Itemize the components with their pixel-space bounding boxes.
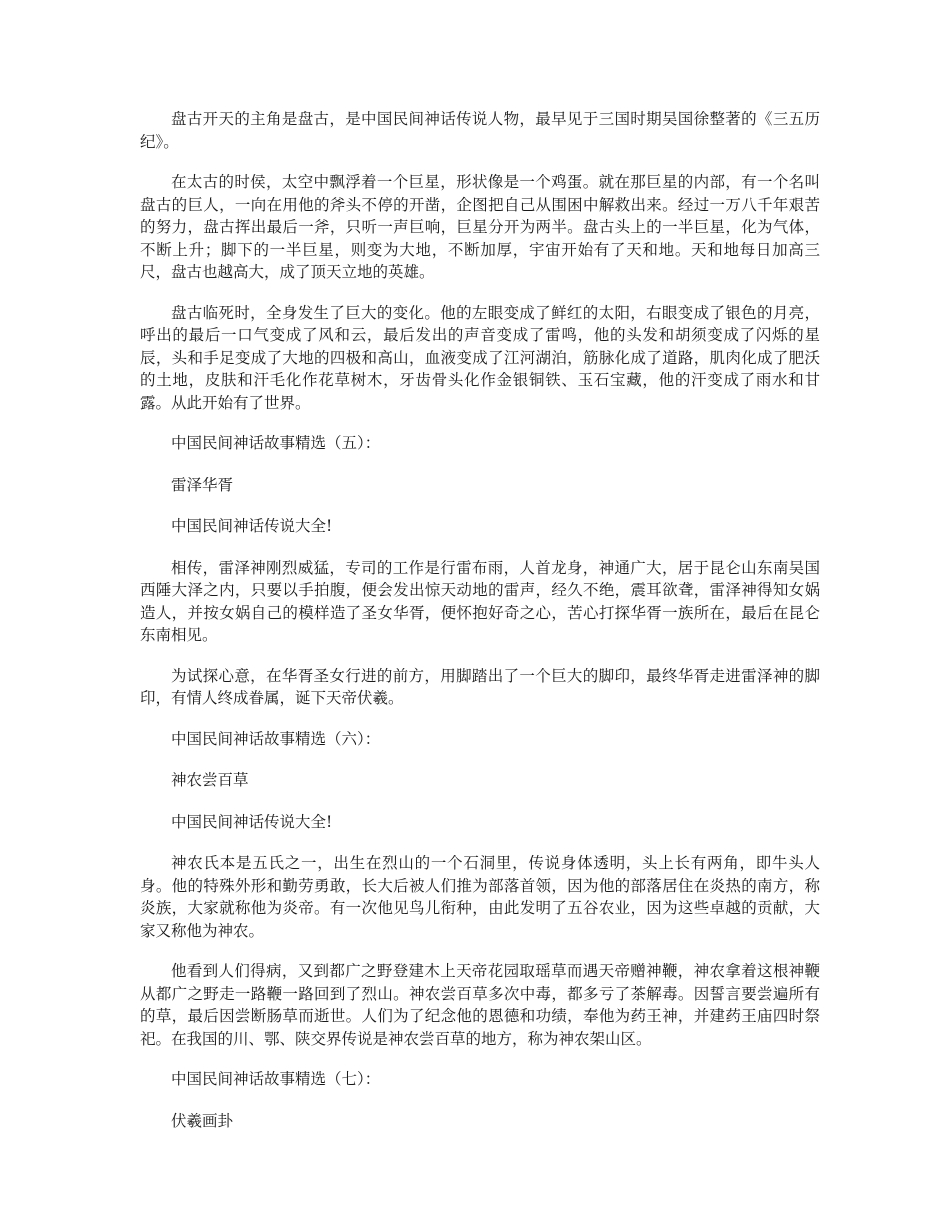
story-title-fuxi: 伏羲画卦 [171,1111,234,1130]
document-body [140,108,820,1151]
subtitle-myth-collection: 中国民间神话传说大全! [171,517,333,535]
paragraph-huaxu-footprint: 为试探心意，在华胥圣女行进的前方，用脚踏出了一个巨大的脚印，最终华胥走进雷泽神的脚印，有情人终成眷属，诞下天帝伏羲。 [140,666,820,707]
paragraph-pangu-creation: 在太古的时侯，太空中飘浮着一个巨星，形状像是一个鸡蛋。就在那巨星的内部，有一个名叫盘古的巨人，一向在用他的斧头不停的开凿，企图把自己从围困中解救出来。经过一万八千年艰苦的努力，盘古挥出最后一斧，只听一声巨响，巨星分开为两半。盘古头上的一半巨星，化为气体，不断上升；脚下的一半巨星，则变为大地，不断加厚，宇宙开始有了天和地。天和地每日加高三尺，盘古也越高大，成了顶天立地的英雄。 [140,173,820,281]
story-title-shennong: 神农尝百草 [171,771,249,789]
story-title-leize-huaxu: 雷泽华胥 [171,475,234,494]
section-heading-seven: 中国民间神话故事精选（七）： [171,1070,381,1088]
section-heading-five: 中国民间神话故事精选（五）： [171,434,381,452]
paragraph-leize-god: 相传，雷泽神刚烈威猛，专司的工作是行雷布雨，人首龙身，神通广大，居于昆仑山东南吴国西陲大泽之内，只要以手拍腹，便会发出惊天动地的雷声，经久不绝，震耳欲聋，雷泽神得知女娲造人，并按女娲自己的模样造了圣女华胥，便怀抱好奇之心，苦心打探华胥一族所在，最后在昆仑东南相见。 [140,558,820,644]
paragraph-pangu-death: 盘古临死时，全身发生了巨大的变化。他的左眼变成了鲜红的太阳，右眼变成了银色的月亮，呼出的最后一口气变成了风和云，最后发出的声音变成了雷鸣，他的头发和胡须变成了闪烁的星辰，头和手足变成了大地的四极和高山，血液变成了江河湖泊，筋脉化成了道路，肌肉化成了肥沃的土地，皮肤和汗毛化作花草树木，牙齿骨头化作金银铜铁、玉石宝藏，他的汗变成了雨水和甘露。从此开始有了世界。 [140,303,820,412]
paragraph-shennong-origin: 神农氏本是五氏之一，出生在烈山的一个石洞里，传说身体透明，头上长有两角，即牛头人身。他的特殊外形和勤劳勇敢，长大后被人们推为部落首领，因为他的部落居住在炎热的南方，称炎族，大家就称他为炎帝。有一次他见鸟儿衔种，由此发明了五谷农业，因为这些卓越的贡献，大家又称他为神农。 [140,854,820,940]
paragraph-shennong-herbs: 他看到人们得病，又到都广之野登建木上天帝花园取瑶草而遇天帝赠神鞭，神农拿着这根神鞭从都广之野走一路鞭一路回到了烈山。神农尝百草多次中毒，都多亏了茶解毒。因誓言要尝遍所有的草，最后因尝断肠草而逝世。人们为了纪念他的恩德和功绩，奉他为药王神，并建药王庙四时祭祀。在我国的川、鄂、陕交界传说是神农尝百草的地方，称为神农架山区。 [140,962,820,1048]
section-heading-six: 中国民间神话故事精选（六）： [171,729,381,748]
subtitle-myth-collection: 中国民间神话传说大全! [171,812,333,831]
paragraph-intro: 盘古开天的主角是盘古，是中国民间神话传说人物，最早见于三国时期吴国徐整著的《三五历纪》。 [140,110,820,151]
